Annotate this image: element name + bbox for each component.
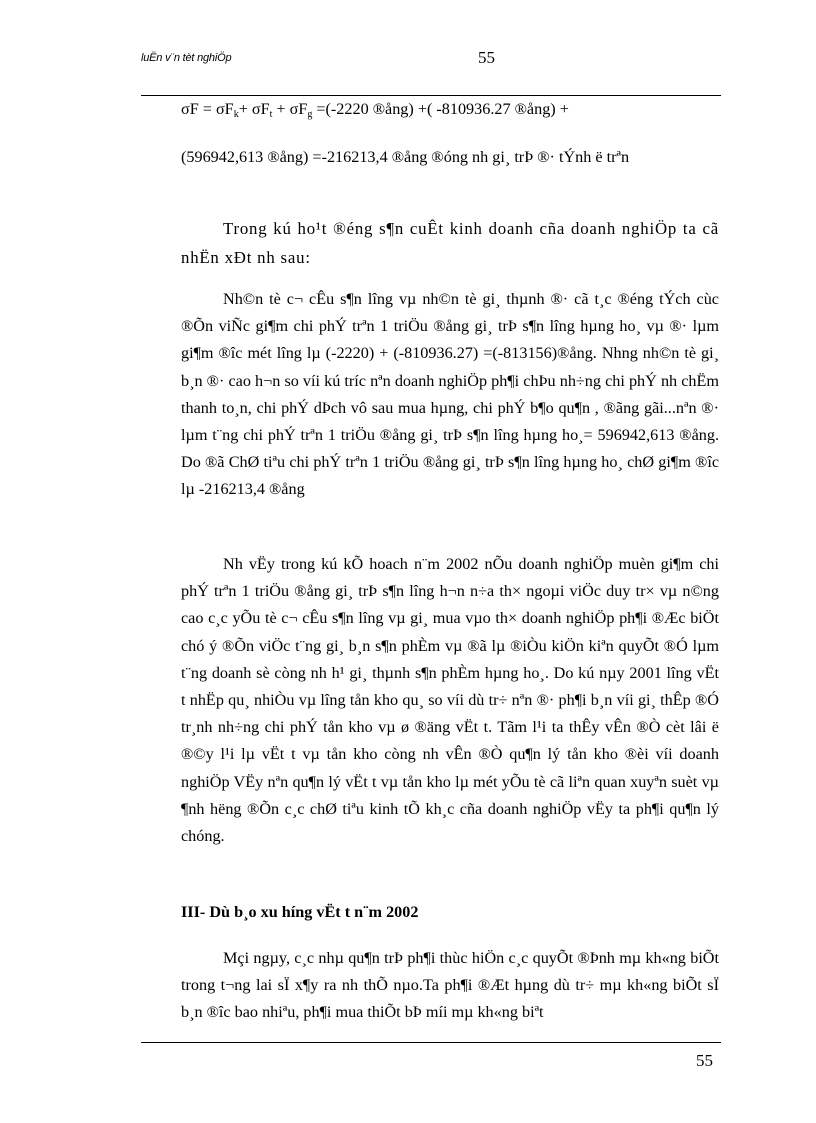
formula-rhs: =(-2220 ®ång) +( -810936.27 ®ång) +: [312, 100, 569, 118]
formula-sub-t: t: [269, 109, 273, 120]
header-rule: [141, 95, 721, 96]
paragraph-forecast: [181, 945, 719, 1027]
section-heading: III- Dù b¸o xu híng vËt t n¨m 2002: [181, 903, 419, 921]
footer-rule: [141, 1042, 721, 1043]
formula-sub-k: k: [233, 109, 239, 120]
formula-lhs: σF = σF: [181, 100, 234, 118]
formula-sub-g: g: [307, 109, 313, 120]
paragraph-intro: [181, 214, 719, 272]
footer-page-number: 55: [696, 1051, 713, 1070]
paragraph-conclusion: [181, 551, 719, 850]
paragraph-text: Nh©n tè c¬ cÊu s¶n lîng vµ nh©n tè gi¸ thµnh ®· cã t¸c ®éng tÝch cùc ®Õn viÑc gi¶m chi phÝ trªn 1 triÖu ®ång gi¸ trÞ s¶n lîng hµng ho¸ vµ ®· lµm gi¶m ®îc mét lîng lµ (-2220) + (-810936.27) =(-813156)®ång. Nhng nh©n tè gi¸ b¸n ®· cao h¬n so víi kú tríc nªn doanh nghiÖp ph¶i chÞu nh÷ng chi phÝ nh chËm thanh to¸n, chi phÝ dÞch vô sau mua hµng, chi phÝ b¶o qu¶n , ®ãng gãi...nªn ®· lµm t¨ng chi phÝ trªn 1 triÖu ®ång gi¸ trÞ s¶n lîng hµng ho¸= 596942,613 ®ång. Do ®ã ChØ tiªu chi phÝ trªn 1 triÖu ®ång gi¸ trÞ s¶n lîng hµng ho¸ chØ gi¶m ®îc lµ -216213,4 ®ång: [181, 290, 719, 499]
paragraph-analysis: [181, 286, 719, 504]
paragraph-text: Nh vËy trong kú kÕ hoach n¨m 2002 nÕu doanh nghiÖp muèn gi¶m chi phÝ trªn 1 triÖu ®ång gi¸ trÞ s¶n lîng h¬n n÷a th× ngoµi viÖc duy tr× vµ n©ng cao c¸c yÕu tè c¬ cÊu s¶n lîng vµ gi¸ mua vµo th× doanh nghiÖp ph¶i ®Æc biÖt chó ý ®Õn viÖc t¨ng gi¸ b¸n s¶n phÈm vµ ®ã lµ ®iÒu kiÖn kiªn quyÕt ®Ó lµm t¨ng doanh sè còng nh h¹ gi¸ thµnh s¶n phÈm hµng ho¸. Do kú nµy 2001 lîng vËt t nhËp qu¸ nhiÒu vµ lîng tån kho qu¸ so víi dù tr÷ nªn ®· ph¶i b¸n víi gi¸ thÊp ®Ó tr¸nh nh÷ng chi phÝ tån kho vµ ø ®äng vËt t. Tãm l¹i ta thÊy vÊn ®Ò cèt lâi ë ®©y l¹i lµ vËt t vµ tån kho còng nh vÊn ®Ò qu¶n lý tån kho ®èi víi doanh nghiÖp VËy nªn qu¶n lý vËt t vµ tån kho lµ mét yÕu tè cã liªn quan xuyªn suèt vµ ¶nh hëng ®Õn c¸c chØ tiªu kinh tÕ kh¸c cña doanh nghiÖp vËy ta ph¶i qu¶n lý chóng.: [181, 555, 719, 846]
paragraph-text: Trong kú ho¹t ®éng s¶n cuÊt kinh doanh cña doanh nghiÖp ta cã nhËn xÐt nh sau:: [181, 219, 719, 267]
paragraph-text: Mçi ngµy, c¸c nhµ qu¶n trÞ ph¶i thùc hiÖn c¸c quyÕt ®Þnh mµ kh«ng biÕt trong t¬ng lai sÏ x¶y ra nh thÕ nµo.Ta ph¶i ®Æt hµng dù tr÷ mµ kh«ng biÕt sÏ b¸n ®îc bao nhiªu, ph¶i mua thiÕt bÞ míi mµ kh«ng biªt: [181, 949, 719, 1022]
formula-plus2: + σF: [272, 100, 308, 118]
header-title: luËn v¨n tèt nghiÖp: [141, 52, 232, 64]
header-page-number: 55: [478, 48, 495, 67]
formula-plus1: + σF: [238, 100, 270, 118]
formula-continuation: (596942,613 ®ång) =-216213,4 ®ång ®óng nh gi¸ trÞ ®· tÝnh ë trªn: [181, 148, 630, 166]
formula-line: [181, 100, 569, 120]
